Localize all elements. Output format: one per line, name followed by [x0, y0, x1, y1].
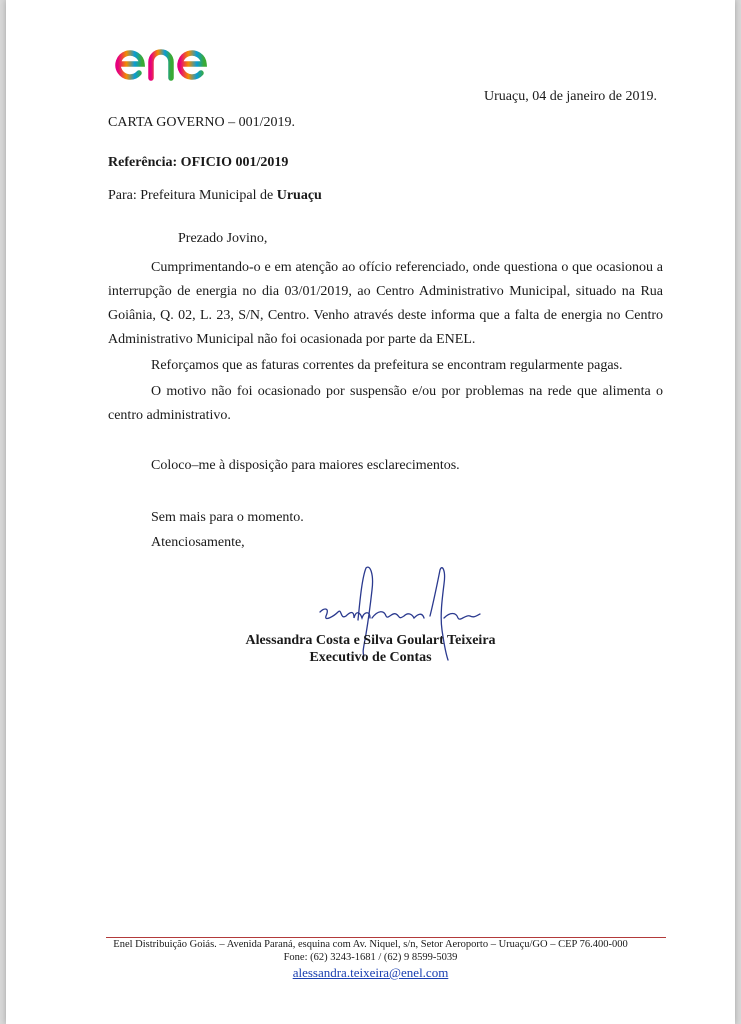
recipient-city: Uruaçu [276, 188, 322, 203]
recipient-prefix: Para: Prefeitura Municipal de [108, 188, 277, 203]
enel-logo [112, 36, 232, 84]
body-paragraph: Cumprimentando-o e em atenção ao ofício referenciado, onde questiona o que ocasionou a interrupção de energia no dia 03/01/2019, ao Centro Administrativo Municipal, situado na Rua Goiânia, Q. 02, L. 23, S/N, Centro. Venho através deste informa que a falta de energia no Centro Administrativo Municipal não foi ocasionada por parte da ENEL. [108, 260, 663, 347]
footer-divider [106, 937, 666, 938]
closing-line: Sem mais para o momento. [151, 510, 304, 525]
reference-line: Referência: OFICIO 001/2019 [108, 155, 289, 170]
letter-code: CARTA GOVERNO – 001/2019. [108, 115, 296, 130]
body-paragraph: O motivo não foi ocasionado por suspensão e/ou por problemas na rede que alimenta o centro administrativo. [108, 384, 663, 423]
footer-phone: Fone: (62) 3243-1681 / (62) 9 8599-5039 [283, 952, 458, 963]
recipient-line [108, 188, 322, 204]
letter-page [6, 0, 735, 1024]
letter-date: Uruaçu, 04 de janeiro de 2019. [484, 89, 657, 104]
footer-email-link[interactable]: alessandra.teixeira@enel.com [292, 965, 449, 980]
letter-body [108, 256, 663, 428]
availability-line: Coloco–me à disposição para maiores esclarecimentos. [151, 458, 460, 473]
footer-address: Enel Distribuição Goiás. – Avenida Paraná, esquina com Av. Niquel, s/n, Setor Aeroporto – Uruaçu/GO – CEP 76.400-000 [113, 939, 628, 950]
signer-name: Alessandra Costa e Silva Goulart Teixeira [245, 633, 496, 648]
signer-title: Executivo de Contas [309, 650, 432, 665]
body-paragraph: Reforçamos que as faturas correntes da prefeitura se encontram regularmente pagas. [151, 358, 623, 373]
greeting: Prezado Jovino, [178, 231, 268, 246]
sign-off: Atenciosamente, [151, 535, 245, 550]
